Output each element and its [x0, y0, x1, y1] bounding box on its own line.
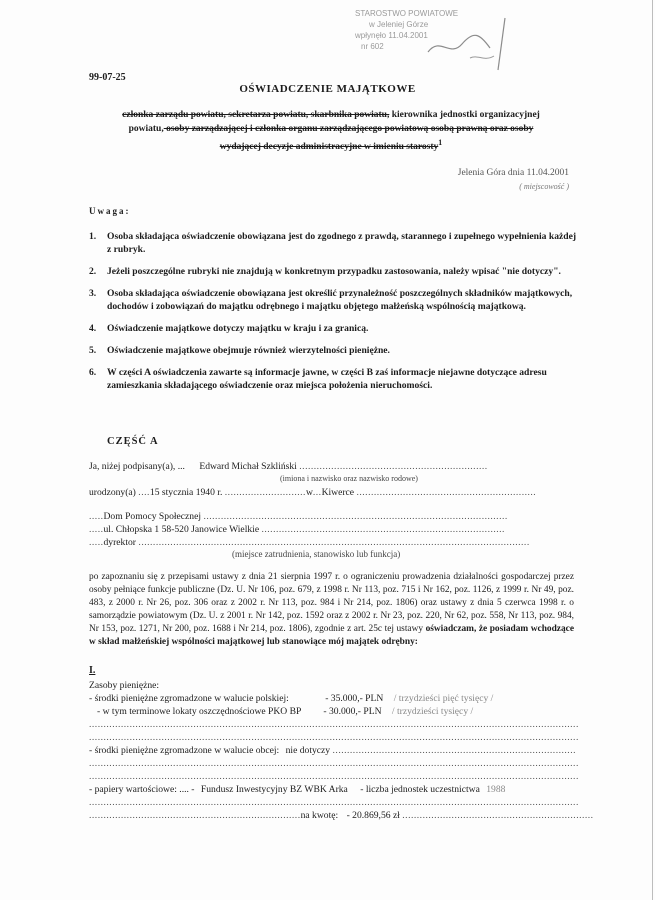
- name-row: [89, 461, 488, 472]
- stamp-line: w Jeleniej Górze: [369, 20, 429, 29]
- amount-label: na kwotę:: [300, 810, 339, 821]
- note-text: Jeżeli poszczególne rubryki nie znajdują w konkretnym przypadku zastosowania, należy wpisać "nie dotyczy".: [107, 266, 561, 277]
- securities-row: [89, 784, 505, 795]
- birth-date: 15 stycznia 1940 r.: [149, 487, 223, 498]
- fill-dots: ....: [138, 487, 150, 498]
- fill-dots: ....................................................................................: [332, 745, 576, 756]
- pln-row: [89, 693, 493, 704]
- note-text: Oświadczenie majątkowe obejmuje również wierzytelności pieniężne.: [107, 345, 390, 356]
- position-value: dyrektor: [103, 537, 137, 548]
- stamp-line: nr 602: [361, 42, 384, 51]
- handwritten-signature-icon: [420, 14, 520, 74]
- fill-dots: .....: [89, 524, 104, 535]
- note-number: 1.: [89, 231, 97, 242]
- fill-dots: .........................................................................................................................................................................: [89, 732, 579, 743]
- birth-row: [89, 487, 536, 498]
- pln-words: / trzydzieści pięć tysięcy /: [393, 693, 494, 704]
- note-item: [89, 344, 579, 357]
- fill-dots: .........................................................................: [89, 810, 301, 821]
- deposit-words: / trzydzieści tysięcy /: [391, 706, 474, 717]
- place-hint: ( miejscowość ): [519, 182, 569, 191]
- subtitle-text: kierownika jednostki organizacyjnej: [389, 110, 540, 120]
- subtitle-struck-text: wydającej decyzje administracyjne w imieniu starosty: [219, 142, 439, 153]
- note-item: [89, 366, 579, 392]
- fill-dots: .................................................................: [299, 461, 488, 472]
- name-hint: (imiona i nazwisko oraz nazwisko rodowe): [280, 474, 418, 483]
- fill-dots: ....................................................................................: [261, 524, 505, 535]
- stamp-line: STAROSTWO POWIATOWE: [355, 9, 459, 18]
- subtitle-text: powiatu,: [128, 124, 164, 134]
- fill-dots: .........................................................................................................: [203, 511, 508, 522]
- deposit-value: - 30.000,- PLN: [323, 706, 382, 717]
- birth-place-label: w: [305, 487, 313, 498]
- note-text: Oświadczenie majątkowe dotyczy majątku w kraju i za granicą.: [107, 323, 369, 334]
- position-row: [89, 537, 530, 548]
- fill-dots: .......................................................................................................................................: [138, 537, 530, 548]
- document-title: OŚWIADCZENIE MAJĄTKOWE: [239, 83, 416, 95]
- note-number: 5.: [89, 345, 97, 356]
- fill-dots: .........................................................................................................................................................................: [89, 797, 579, 808]
- securities-label: - papiery wartościowe: .... -: [89, 784, 195, 795]
- fill-dots: .....: [89, 537, 104, 548]
- amount-row: [89, 810, 594, 821]
- note-number: 6.: [89, 367, 97, 378]
- note-item: [89, 322, 579, 335]
- document-reference: 99-07-25: [89, 72, 126, 83]
- securities-value: Fundusz Inwestycyjny BZ WBK Arka: [200, 784, 348, 795]
- workplace-address-row: [89, 524, 505, 535]
- declaration-text: po zapoznaniu się z przepisami ustawy z dnia 21 sierpnia 1997 r. o ograniczeniu prowadzenia działalności gospodarczej przez osoby pełniące funkcje publiczne (Dz. U. Nr 106, poz. 679, z 1998 r. Nr 113, poz. 715 i Nr 162, poz. 1126, z 1999 r. Nr 49, poz. 483, z 2000 r. Nr 26, poz. 306 oraz z 2002 r. Nr 113, poz. 984 i Nr 214, poz. 1806) oraz ustawy z dnia 5 czerwca 1998 r. o samorządzie powiatowym (Dz. U. z 2001 r. Nr 142, poz. 1592 oraz z 2002 r. Nr 23, poz. 220, Nr 62, poz. 558, Nr 113, poz. 984, Nr 153, poz. 1271, Nr 200, poz. 1688 i Nr 214, poz. 1806), zgodnie z art. 25c tej ustawy: [89, 572, 574, 634]
- fill-dots: ..................................................................: [402, 810, 594, 821]
- declaration-paragraph: [89, 571, 574, 649]
- notes-list: [89, 230, 579, 392]
- name-label: Ja, niżej podpisany(a), ...: [89, 461, 185, 472]
- fill-dots: ..............................................................: [356, 487, 537, 498]
- page-edge-line: [652, 0, 653, 900]
- securities-units: 1988: [486, 784, 506, 795]
- workplace-address: ul. Chłopska 1 58-520 Janowice Wielkie: [103, 524, 260, 535]
- fill-dots: ...: [312, 487, 322, 498]
- fill-dots: .....: [89, 511, 104, 522]
- note-item: [89, 265, 579, 278]
- document-subtitle: [86, 108, 576, 154]
- birth-place: Kiwerce: [321, 487, 355, 498]
- fill-dots: ............................: [224, 487, 306, 498]
- section-number: I.: [89, 665, 96, 676]
- notes-heading: Uwaga:: [89, 206, 131, 216]
- workplace-row: [89, 511, 508, 522]
- note-number: 2.: [89, 266, 97, 277]
- fill-dots: .........................................................................................................................................................................: [89, 719, 579, 730]
- workplace-name: Dom Pomocy Społecznej: [103, 511, 202, 522]
- footnote-marker: 1: [438, 138, 443, 147]
- pln-label: - środki pieniężne zgromadzone w walucie polskiej:: [89, 693, 289, 704]
- subtitle-struck-text: osoby zarządzającej i członka organu zarządzającego powiatową osobą prawną oraz osoby: [163, 124, 534, 134]
- stamp-line: wpłynęło 11.04.2001: [355, 31, 428, 40]
- declaration-bold-text: oświadczam, że posiadam wchodzące w skład małżeńskiej wspólności majątkowej lub stanowiące mój majątek odrębny:: [89, 624, 574, 647]
- foreign-value: nie dotyczy: [285, 745, 331, 756]
- note-item: [89, 230, 579, 256]
- pln-value: - 35.000,- PLN: [325, 693, 384, 704]
- fill-dots: .........................................................................................................................................................................: [89, 771, 579, 782]
- foreign-row: [89, 745, 576, 756]
- fill-dots: .........................................................................................................................................................................: [89, 758, 579, 769]
- part-a-heading: CZĘŚĆ A: [107, 436, 159, 447]
- note-text: Osoba składająca oświadczenie obowiązana jest do zgodnego z prawdą, starannego i zupełnego wypełnienia każdej z rubryk.: [107, 231, 577, 255]
- note-number: 4.: [89, 323, 97, 334]
- note-text: W części A oświadczenia zawarte są informacje jawne, w części B zaś informacje niejawne dotyczące adresu zamieszkania składającego oświadczenie oraz miejsca położenia nieruchomości.: [107, 367, 547, 391]
- foreign-label: - środki pieniężne zgromadzone w walucie obcej:: [89, 745, 280, 756]
- birth-label: urodzony(a): [89, 487, 136, 498]
- note-item: [89, 287, 579, 313]
- workplace-hint: (miejsce zatrudnienia, stanowisko lub funkcja): [232, 549, 401, 559]
- securities-units-label: - liczba jednostek uczestnictwa: [360, 784, 480, 795]
- place-and-date: Jelenia Góra dnia 11.04.2001: [457, 168, 569, 178]
- deposit-row: [89, 706, 473, 717]
- note-number: 3.: [89, 288, 97, 299]
- name-value: Edward Michał Szkliński: [199, 461, 297, 472]
- note-text: Osoba składająca oświadczenie obowiązana jest określić przynależność poszczególnych składników majątkowych, dochodów i zobowiązań do majątku odrębnego i majątku objętego małżeńską wspólnością majątkową.: [107, 288, 573, 312]
- amount-value: - 20.869,56 zł: [346, 810, 400, 821]
- section-heading: Zasoby pieniężne:: [89, 680, 160, 691]
- deposit-label: - w tym terminowe lokaty oszczędnościowe PKO BP: [97, 706, 302, 717]
- subtitle-struck-text: członka zarządu powiatu, sekretarza powiatu, skarbnika powiatu,: [122, 110, 390, 120]
